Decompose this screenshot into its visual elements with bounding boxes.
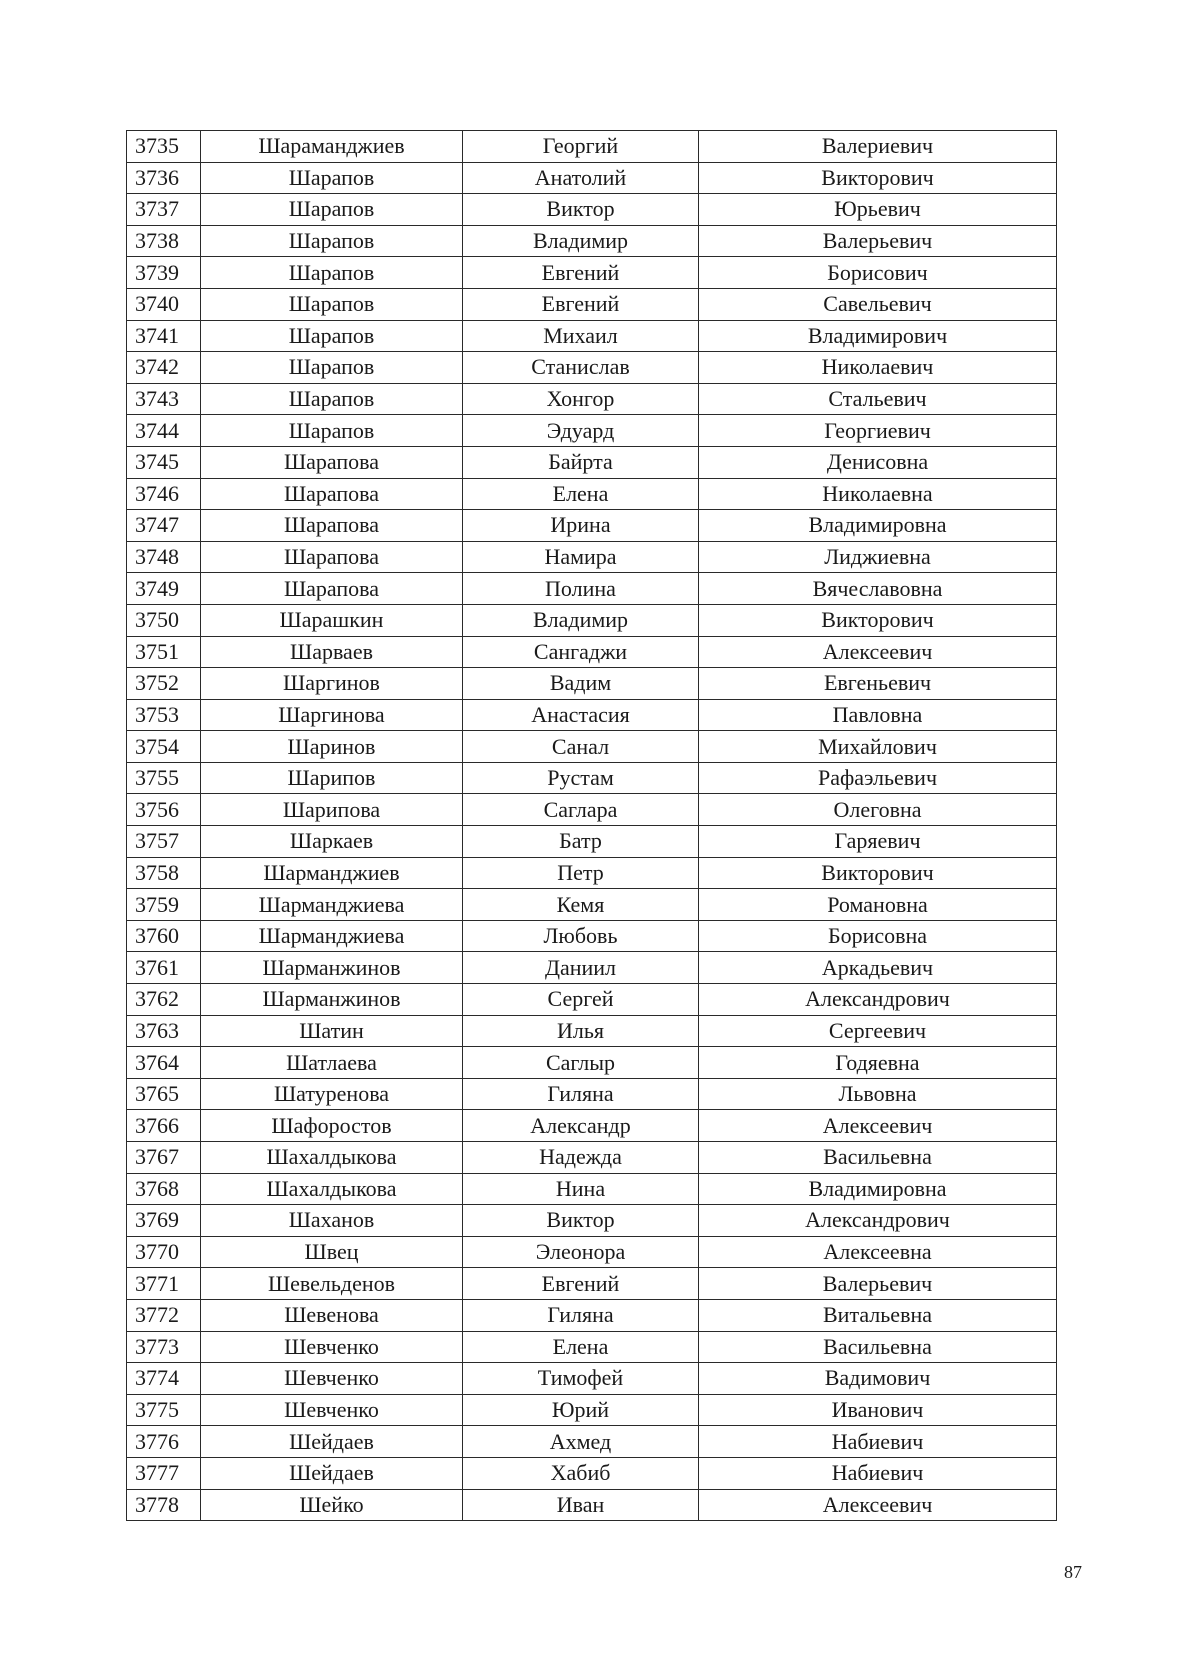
last-name-cell: Шевченко xyxy=(201,1394,463,1426)
first-name-cell: Санал xyxy=(463,731,699,763)
last-name-cell: Шафоростов xyxy=(201,1110,463,1142)
table-row xyxy=(127,731,1057,763)
table-row xyxy=(127,510,1057,542)
table-row xyxy=(127,1078,1057,1110)
table-row xyxy=(127,194,1057,226)
first-name-cell: Саглыр xyxy=(463,1047,699,1079)
first-name-cell: Евгений xyxy=(463,257,699,289)
first-name-cell: Евгений xyxy=(463,1268,699,1300)
table-row xyxy=(127,573,1057,605)
last-name-cell: Шатлаева xyxy=(201,1047,463,1079)
patronymic-cell: Евгеньевич xyxy=(699,668,1057,700)
patronymic-cell: Львовна xyxy=(699,1078,1057,1110)
row-number-cell: 3735 xyxy=(127,131,201,163)
table-row xyxy=(127,857,1057,889)
last-name-cell: Шевченко xyxy=(201,1363,463,1395)
patronymic-cell: Васильевна xyxy=(699,1331,1057,1363)
first-name-cell: Сергей xyxy=(463,984,699,1016)
row-number-cell: 3748 xyxy=(127,541,201,573)
last-name-cell: Шатин xyxy=(201,1015,463,1047)
table-row xyxy=(127,1489,1057,1521)
first-name-cell: Надежда xyxy=(463,1142,699,1174)
row-number-cell: 3764 xyxy=(127,1047,201,1079)
patronymic-cell: Аркадьевич xyxy=(699,952,1057,984)
last-name-cell: Шевенова xyxy=(201,1299,463,1331)
row-number-cell: 3765 xyxy=(127,1078,201,1110)
first-name-cell: Рустам xyxy=(463,762,699,794)
row-number-cell: 3751 xyxy=(127,636,201,668)
patronymic-cell: Георгиевич xyxy=(699,415,1057,447)
patronymic-cell: Валерьевич xyxy=(699,1268,1057,1300)
table-row xyxy=(127,984,1057,1016)
table-row xyxy=(127,1363,1057,1395)
patronymic-cell: Павловна xyxy=(699,699,1057,731)
row-number-cell: 3757 xyxy=(127,826,201,858)
table-row xyxy=(127,320,1057,352)
last-name-cell: Шарипова xyxy=(201,794,463,826)
table-row xyxy=(127,1236,1057,1268)
row-number-cell: 3739 xyxy=(127,257,201,289)
last-name-cell: Шахалдыкова xyxy=(201,1142,463,1174)
row-number-cell: 3777 xyxy=(127,1457,201,1489)
first-name-cell: Георгий xyxy=(463,131,699,163)
table-row xyxy=(127,1457,1057,1489)
patronymic-cell: Михайлович xyxy=(699,731,1057,763)
last-name-cell: Шарапов xyxy=(201,194,463,226)
table-row xyxy=(127,1110,1057,1142)
table-row xyxy=(127,288,1057,320)
last-name-cell: Шатуренова xyxy=(201,1078,463,1110)
last-name-cell: Шевельденов xyxy=(201,1268,463,1300)
first-name-cell: Сангаджи xyxy=(463,636,699,668)
last-name-cell: Шаринов xyxy=(201,731,463,763)
patronymic-cell: Савельевич xyxy=(699,288,1057,320)
first-name-cell: Станислав xyxy=(463,352,699,384)
first-name-cell: Елена xyxy=(463,478,699,510)
first-name-cell: Илья xyxy=(463,1015,699,1047)
row-number-cell: 3749 xyxy=(127,573,201,605)
last-name-cell: Шейко xyxy=(201,1489,463,1521)
first-name-cell: Виктор xyxy=(463,194,699,226)
patronymic-cell: Денисовна xyxy=(699,446,1057,478)
row-number-cell: 3778 xyxy=(127,1489,201,1521)
patronymic-cell: Борисович xyxy=(699,257,1057,289)
row-number-cell: 3768 xyxy=(127,1173,201,1205)
last-name-cell: Шахалдыкова xyxy=(201,1173,463,1205)
last-name-cell: Шейдаев xyxy=(201,1457,463,1489)
patronymic-cell: Алексеевна xyxy=(699,1236,1057,1268)
row-number-cell: 3771 xyxy=(127,1268,201,1300)
patronymic-cell: Годяевна xyxy=(699,1047,1057,1079)
row-number-cell: 3767 xyxy=(127,1142,201,1174)
last-name-cell: Шарманджиева xyxy=(201,920,463,952)
last-name-cell: Шарапов xyxy=(201,320,463,352)
patronymic-cell: Викторович xyxy=(699,604,1057,636)
first-name-cell: Владимир xyxy=(463,225,699,257)
first-name-cell: Эдуард xyxy=(463,415,699,447)
row-number-cell: 3756 xyxy=(127,794,201,826)
table-row xyxy=(127,762,1057,794)
row-number-cell: 3737 xyxy=(127,194,201,226)
table-row xyxy=(127,826,1057,858)
last-name-cell: Шарапова xyxy=(201,541,463,573)
first-name-cell: Ирина xyxy=(463,510,699,542)
last-name-cell: Шевченко xyxy=(201,1331,463,1363)
first-name-cell: Александр xyxy=(463,1110,699,1142)
table-row xyxy=(127,920,1057,952)
last-name-cell: Шарапов xyxy=(201,257,463,289)
first-name-cell: Виктор xyxy=(463,1205,699,1237)
row-number-cell: 3736 xyxy=(127,162,201,194)
last-name-cell: Шаргинова xyxy=(201,699,463,731)
last-name-cell: Шарапов xyxy=(201,288,463,320)
patronymic-cell: Олеговна xyxy=(699,794,1057,826)
row-number-cell: 3738 xyxy=(127,225,201,257)
last-name-cell: Швец xyxy=(201,1236,463,1268)
patronymic-cell: Борисовна xyxy=(699,920,1057,952)
row-number-cell: 3745 xyxy=(127,446,201,478)
row-number-cell: 3750 xyxy=(127,604,201,636)
last-name-cell: Шейдаев xyxy=(201,1426,463,1458)
row-number-cell: 3743 xyxy=(127,383,201,415)
patronymic-cell: Стальевич xyxy=(699,383,1057,415)
table-row xyxy=(127,1299,1057,1331)
patronymic-cell: Алексеевич xyxy=(699,636,1057,668)
patronymic-cell: Викторович xyxy=(699,857,1057,889)
last-name-cell: Шарапова xyxy=(201,573,463,605)
last-name-cell: Шарманджиев xyxy=(201,857,463,889)
first-name-cell: Любовь xyxy=(463,920,699,952)
row-number-cell: 3773 xyxy=(127,1331,201,1363)
table-row xyxy=(127,1142,1057,1174)
patronymic-cell: Владимировна xyxy=(699,1173,1057,1205)
last-name-cell: Шаханов xyxy=(201,1205,463,1237)
patronymic-cell: Вячеславовна xyxy=(699,573,1057,605)
row-number-cell: 3762 xyxy=(127,984,201,1016)
patronymic-cell: Алексеевич xyxy=(699,1110,1057,1142)
row-number-cell: 3755 xyxy=(127,762,201,794)
last-name-cell: Шараманджиев xyxy=(201,131,463,163)
table-row xyxy=(127,478,1057,510)
patronymic-cell: Владимировна xyxy=(699,510,1057,542)
table-row xyxy=(127,699,1057,731)
table-row xyxy=(127,415,1057,447)
table-row xyxy=(127,383,1057,415)
first-name-cell: Элеонора xyxy=(463,1236,699,1268)
row-number-cell: 3759 xyxy=(127,889,201,921)
last-name-cell: Шарапов xyxy=(201,383,463,415)
first-name-cell: Хонгор xyxy=(463,383,699,415)
row-number-cell: 3744 xyxy=(127,415,201,447)
table-row xyxy=(127,1205,1057,1237)
row-number-cell: 3754 xyxy=(127,731,201,763)
patronymic-cell: Сергеевич xyxy=(699,1015,1057,1047)
row-number-cell: 3740 xyxy=(127,288,201,320)
last-name-cell: Шарапов xyxy=(201,162,463,194)
patronymic-cell: Романовна xyxy=(699,889,1057,921)
first-name-cell: Петр xyxy=(463,857,699,889)
patronymic-cell: Лиджиевна xyxy=(699,541,1057,573)
patronymic-cell: Юрьевич xyxy=(699,194,1057,226)
row-number-cell: 3761 xyxy=(127,952,201,984)
first-name-cell: Владимир xyxy=(463,604,699,636)
row-number-cell: 3747 xyxy=(127,510,201,542)
patronymic-cell: Александрович xyxy=(699,1205,1057,1237)
first-name-cell: Нина xyxy=(463,1173,699,1205)
first-name-cell: Кемя xyxy=(463,889,699,921)
table-row xyxy=(127,636,1057,668)
table-row xyxy=(127,1015,1057,1047)
patronymic-cell: Валерьевич xyxy=(699,225,1057,257)
first-name-cell: Гиляна xyxy=(463,1078,699,1110)
last-name-cell: Шарипов xyxy=(201,762,463,794)
row-number-cell: 3752 xyxy=(127,668,201,700)
first-name-cell: Елена xyxy=(463,1331,699,1363)
table-row xyxy=(127,541,1057,573)
table-row xyxy=(127,446,1057,478)
patronymic-cell: Викторович xyxy=(699,162,1057,194)
patronymic-cell: Витальевна xyxy=(699,1299,1057,1331)
table-row xyxy=(127,225,1057,257)
last-name-cell: Шарапов xyxy=(201,225,463,257)
patronymic-cell: Вадимович xyxy=(699,1363,1057,1395)
row-number-cell: 3742 xyxy=(127,352,201,384)
patronymic-cell: Владимирович xyxy=(699,320,1057,352)
patronymic-cell: Валериевич xyxy=(699,131,1057,163)
patronymic-cell: Гаряевич xyxy=(699,826,1057,858)
first-name-cell: Иван xyxy=(463,1489,699,1521)
first-name-cell: Даниил xyxy=(463,952,699,984)
row-number-cell: 3776 xyxy=(127,1426,201,1458)
first-name-cell: Евгений xyxy=(463,288,699,320)
row-number-cell: 3775 xyxy=(127,1394,201,1426)
first-name-cell: Вадим xyxy=(463,668,699,700)
first-name-cell: Юрий xyxy=(463,1394,699,1426)
row-number-cell: 3763 xyxy=(127,1015,201,1047)
row-number-cell: 3772 xyxy=(127,1299,201,1331)
roster-table-body xyxy=(127,131,1057,1521)
last-name-cell: Шарапов xyxy=(201,415,463,447)
last-name-cell: Шаркаев xyxy=(201,826,463,858)
first-name-cell: Анастасия xyxy=(463,699,699,731)
first-name-cell: Полина xyxy=(463,573,699,605)
table-row xyxy=(127,1426,1057,1458)
table-row xyxy=(127,604,1057,636)
row-number-cell: 3760 xyxy=(127,920,201,952)
patronymic-cell: Набиевич xyxy=(699,1426,1057,1458)
row-number-cell: 3774 xyxy=(127,1363,201,1395)
table-row xyxy=(127,1331,1057,1363)
roster-table xyxy=(126,130,1057,1521)
table-row xyxy=(127,257,1057,289)
last-name-cell: Шарашкин xyxy=(201,604,463,636)
row-number-cell: 3746 xyxy=(127,478,201,510)
patronymic-cell: Александрович xyxy=(699,984,1057,1016)
table-row xyxy=(127,1394,1057,1426)
table-row xyxy=(127,162,1057,194)
row-number-cell: 3753 xyxy=(127,699,201,731)
last-name-cell: Шарапова xyxy=(201,478,463,510)
table-row xyxy=(127,794,1057,826)
first-name-cell: Байрта xyxy=(463,446,699,478)
row-number-cell: 3758 xyxy=(127,857,201,889)
last-name-cell: Шарапова xyxy=(201,446,463,478)
row-number-cell: 3766 xyxy=(127,1110,201,1142)
table-row xyxy=(127,352,1057,384)
table-row xyxy=(127,668,1057,700)
table-row xyxy=(127,952,1057,984)
first-name-cell: Саглара xyxy=(463,794,699,826)
first-name-cell: Батр xyxy=(463,826,699,858)
first-name-cell: Михаил xyxy=(463,320,699,352)
patronymic-cell: Николаевич xyxy=(699,352,1057,384)
first-name-cell: Ахмед xyxy=(463,1426,699,1458)
table-row xyxy=(127,131,1057,163)
first-name-cell: Намира xyxy=(463,541,699,573)
last-name-cell: Шаргинов xyxy=(201,668,463,700)
row-number-cell: 3769 xyxy=(127,1205,201,1237)
table-row xyxy=(127,1173,1057,1205)
patronymic-cell: Рафаэльевич xyxy=(699,762,1057,794)
table-row xyxy=(127,889,1057,921)
page-number: 87 xyxy=(1064,1562,1082,1582)
patronymic-cell: Иванович xyxy=(699,1394,1057,1426)
patronymic-cell: Алексеевич xyxy=(699,1489,1057,1521)
row-number-cell: 3770 xyxy=(127,1236,201,1268)
patronymic-cell: Васильевна xyxy=(699,1142,1057,1174)
first-name-cell: Гиляна xyxy=(463,1299,699,1331)
patronymic-cell: Николаевна xyxy=(699,478,1057,510)
row-number-cell: 3741 xyxy=(127,320,201,352)
patronymic-cell: Набиевич xyxy=(699,1457,1057,1489)
last-name-cell: Шарваев xyxy=(201,636,463,668)
first-name-cell: Анатолий xyxy=(463,162,699,194)
last-name-cell: Шарманжинов xyxy=(201,952,463,984)
last-name-cell: Шарманжинов xyxy=(201,984,463,1016)
last-name-cell: Шарапов xyxy=(201,352,463,384)
table-row xyxy=(127,1268,1057,1300)
last-name-cell: Шарапова xyxy=(201,510,463,542)
first-name-cell: Хабиб xyxy=(463,1457,699,1489)
table-row xyxy=(127,1047,1057,1079)
last-name-cell: Шарманджиева xyxy=(201,889,463,921)
first-name-cell: Тимофей xyxy=(463,1363,699,1395)
